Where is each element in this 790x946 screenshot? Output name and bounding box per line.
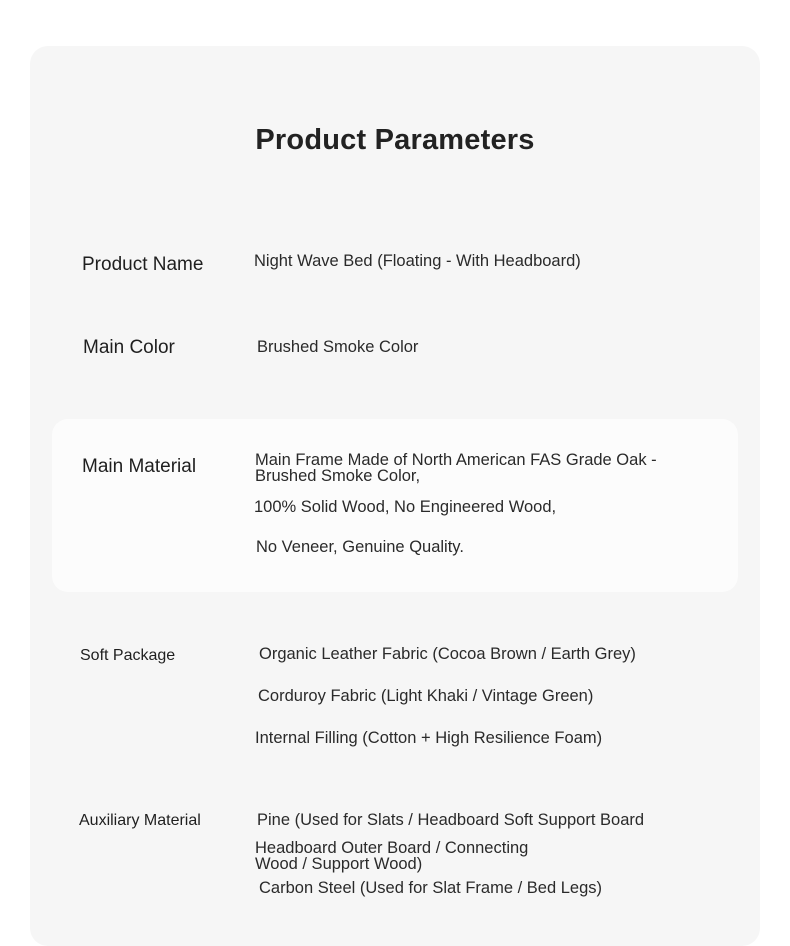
soft-package-value-2: Corduroy Fabric (Light Khaki / Vintage Green)	[258, 687, 594, 705]
soft-package-value-1: Organic Leather Fabric (Cocoa Brown / Earth Grey)	[259, 645, 636, 663]
soft-package-value-3: Internal Filling (Cotton + High Resilience Foam)	[255, 729, 603, 747]
auxiliary-material-value-2: Headboard Outer Board / Connecting Wood / Support Wood)	[255, 839, 529, 873]
page-title: Product Parameters	[255, 124, 535, 156]
main-material-value-2: 100% Solid Wood, No Engineered Wood,	[254, 498, 557, 516]
main-color-value: Brushed Smoke Color	[257, 338, 419, 356]
auxiliary-material-value-3: Carbon Steel (Used for Slat Frame / Bed Legs)	[259, 879, 602, 897]
soft-package-label: Soft Package	[80, 647, 176, 664]
auxiliary-material-label: Auxiliary Material	[79, 812, 201, 829]
main-material-label: Main Material	[82, 456, 197, 477]
main-color-label: Main Color	[83, 337, 175, 358]
auxiliary-material-value-1: Pine (Used for Slats / Headboard Soft Support Board	[257, 811, 645, 829]
main-material-value-1: Main Frame Made of North American FAS Grade Oak - Brushed Smoke Color,	[255, 451, 657, 485]
product-name-value: Night Wave Bed (Floating - With Headboard)	[254, 252, 581, 270]
main-material-value-3: No Veneer, Genuine Quality.	[256, 538, 464, 556]
product-name-label: Product Name	[82, 254, 204, 275]
